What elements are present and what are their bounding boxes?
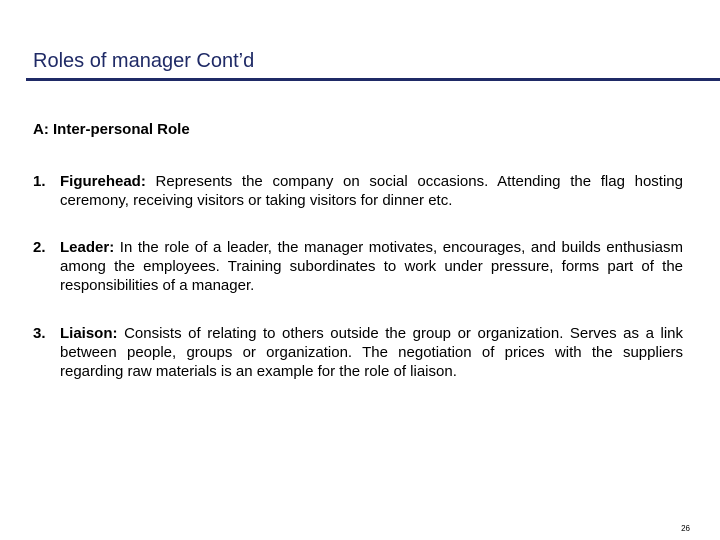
list-description: Represents the company on social occasions. Attending the flag hosting ceremony, receiving visitors or taking visitors for dinner etc. (60, 173, 683, 209)
list-item-leader (33, 238, 683, 295)
list-term: Figurehead: (60, 173, 146, 190)
list-number: 2. (33, 239, 46, 256)
list-number: 3. (33, 325, 46, 342)
list-item-body (60, 172, 683, 210)
page-number: 26 (681, 524, 690, 533)
list-term: Liaison: (60, 325, 118, 342)
list-item-figurehead (33, 172, 683, 210)
title-divider (26, 78, 720, 81)
list-description: In the role of a leader, the manager motivates, encourages, and builds enthusiasm among the employees. Training subordinates to work under pressure, forms part of the responsibilities of a manager. (60, 239, 683, 294)
list-description: Consists of relating to others outside the group or organization. Serves as a link between people, groups or organization. The negotiation of prices with the suppliers regarding raw materials is an example for the role of liaison. (60, 325, 683, 380)
list-number: 1. (33, 173, 46, 190)
list-item-liaison (33, 324, 683, 381)
list-item-body (60, 238, 683, 295)
list-item-body (60, 324, 683, 381)
slide-title: Roles of manager Cont’d (33, 50, 255, 72)
section-heading: A: Inter-personal Role (33, 121, 190, 138)
list-term: Leader: (60, 239, 115, 256)
